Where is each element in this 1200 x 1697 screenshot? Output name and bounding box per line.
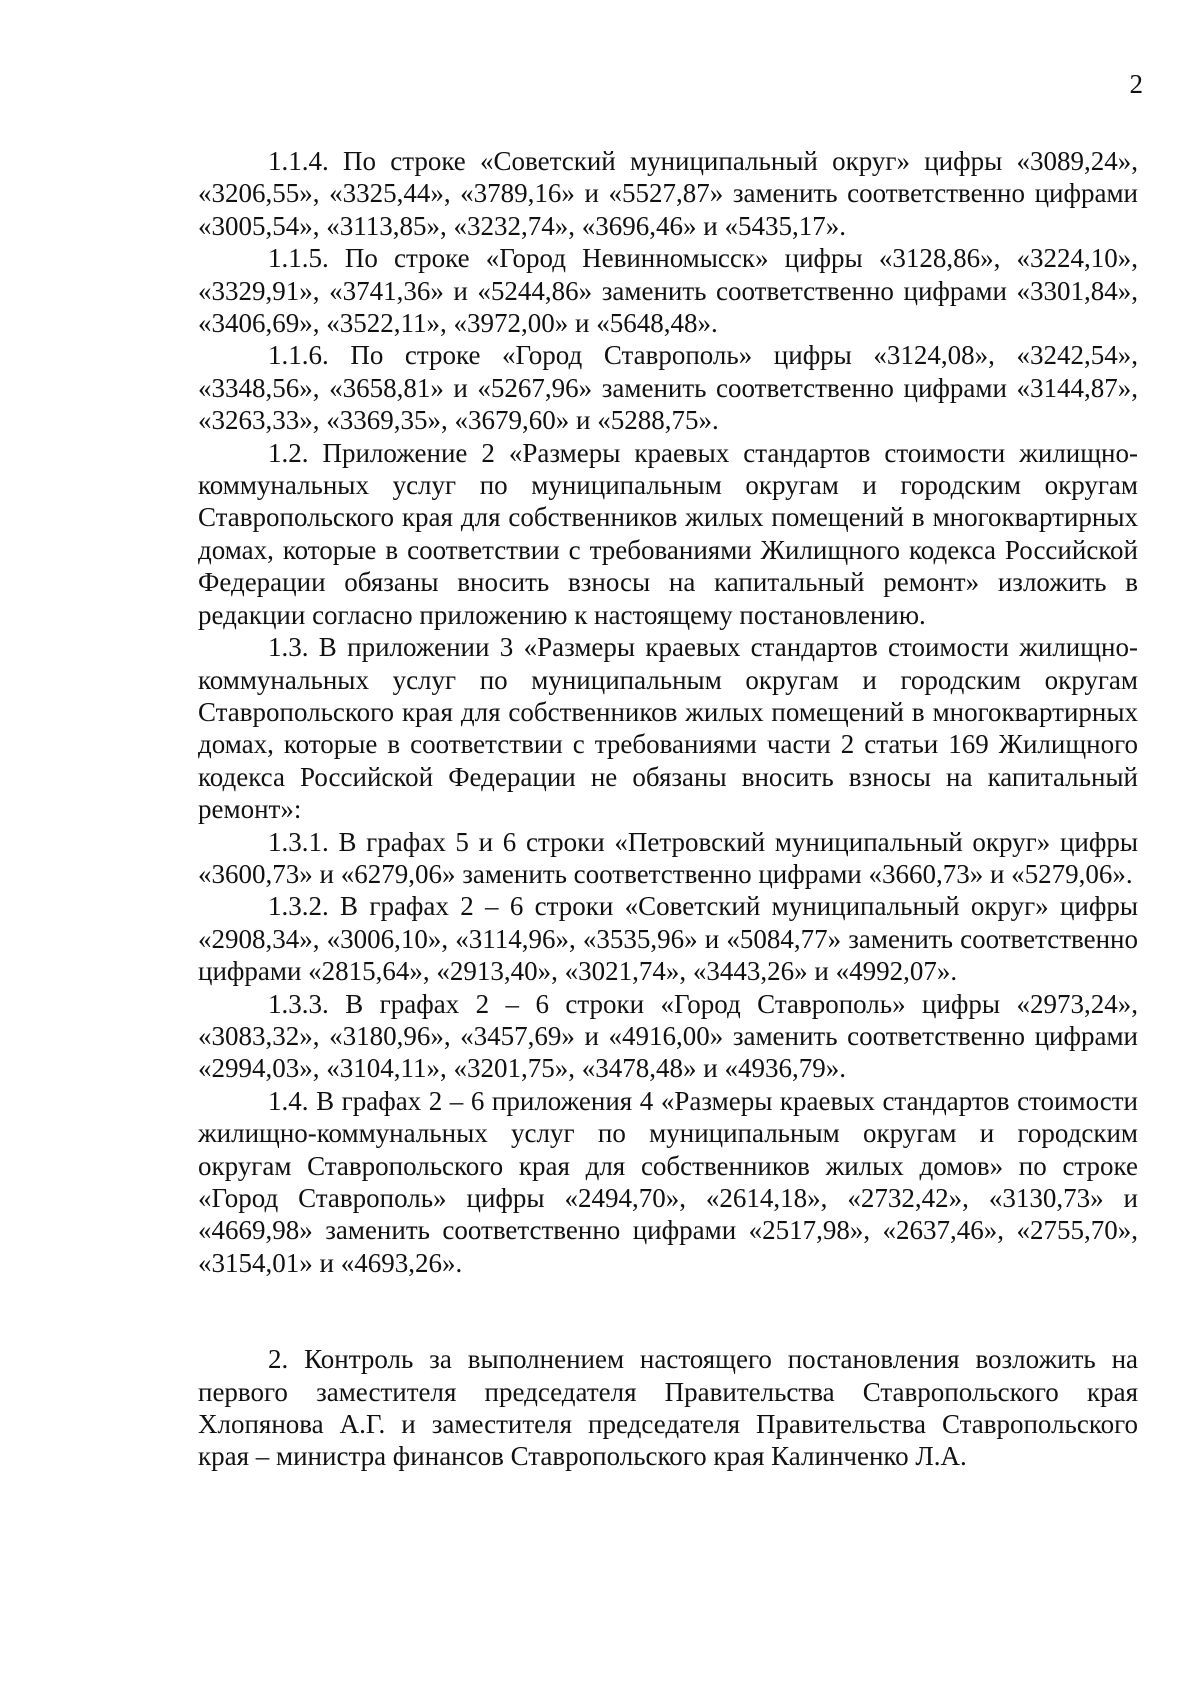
paragraph-1-4: 1.4. В графах 2 – 6 приложения 4 «Размеры краевых стандартов стоимости жилищно-коммунальных услуг по муниципальным округам и городским округам Ставропольского края для собственников жилых домов» по строке «Город Ставрополь» цифры «2494,70», «2614,18», «2732,42», «3130,73» и «4669,98» заменить соответственно цифрами «2517,98», «2637,46», «2755,70», «3154,01» и «4693,26». (198, 1085, 1138, 1278)
paragraph-1-1-5: 1.1.5. По строке «Город Невинномысск» цифры «3128,86», «3224,10», «3329,91», «3741,36» и «5244,86» заменить соответственно цифрами «3301,84», «3406,69», «3522,11», «3972,00» и «5648,48». (198, 243, 1138, 339)
paragraph-1-3-3: 1.3.3. В графах 2 – 6 строки «Город Ставрополь» цифры «2973,24», «3083,32», «3180,96», «3457,69» и «4916,00» заменить соответственно цифрами «2994,03», «3104,11», «3201,75», «3478,48» и «4936,79». (198, 988, 1138, 1084)
document-body (198, 145, 1138, 1473)
paragraph-1-3: 1.3. В приложении 3 «Размеры краевых стандартов стоимости жилищно-коммунальных услуг по муниципальным округам и городским округам Ставропольского края для собственников жилых помещений в многоквартирных домах, которые в соответствии с требованиями части 2 статьи 169 Жилищного кодекса Российской Федерации не обязаны вносить взносы на капитальный ремонт»: (198, 632, 1138, 825)
paragraph-1-3-1: 1.3.1. В графах 5 и 6 строки «Петровский муниципальный округ» цифры «3600,73» и «6279,06» заменить соответственно цифрами «3660,73» и «5279,06». (198, 826, 1138, 889)
paragraph-1-1-4: 1.1.4. По строке «Советский муниципальный округ» цифры «3089,24», «3206,55», «3325,44», «3789,16» и «5527,87» заменить соответственно цифрами «3005,54», «3113,85», «3232,74», «3696,46» и «5435,17». (198, 146, 1138, 241)
paragraph-2-control: 2. Контроль за выполнением настоящего постановления возложить на первого заместителя председателя Правительства Ставропольского края Хлопянова А.Г. и заместителя председателя Правительства Ставропольского края – министра финансов Ставропольского края Калинченко Л.А. (198, 1344, 1138, 1472)
section-spacer (198, 1279, 1138, 1343)
paragraph-1-2: 1.2. Приложение 2 «Размеры краевых стандартов стоимости жилищно-коммунальных услуг по муниципальным округам и городским округам Ставропольского края для собственников жилых помещений в многоквартирных домах, которые в соответствии с требованиями Жилищного кодекса Российской Федерации обязаны вносить взносы на капитальный ремонт» изложить в редакции согласно приложению к настоящему постановлению. (198, 437, 1138, 630)
paragraph-1-3-2: 1.3.2. В графах 2 – 6 строки «Советский муниципальный округ» цифры «2908,34», «3006,10», «3114,96», «3535,96» и «5084,77» заменить соответственно цифрами «2815,64», «2913,40», «3021,74», «3443,26» и «4992,07». (198, 891, 1138, 987)
paragraph-1-1-6: 1.1.6. По строке «Город Ставрополь» цифры «3124,08», «3242,54», «3348,56», «3658,81» и «5267,96» заменить соответственно цифрами «3144,87», «3263,33», «3369,35», «3679,60» и «5288,75». (198, 340, 1138, 436)
page-number: 2 (1129, 69, 1143, 99)
